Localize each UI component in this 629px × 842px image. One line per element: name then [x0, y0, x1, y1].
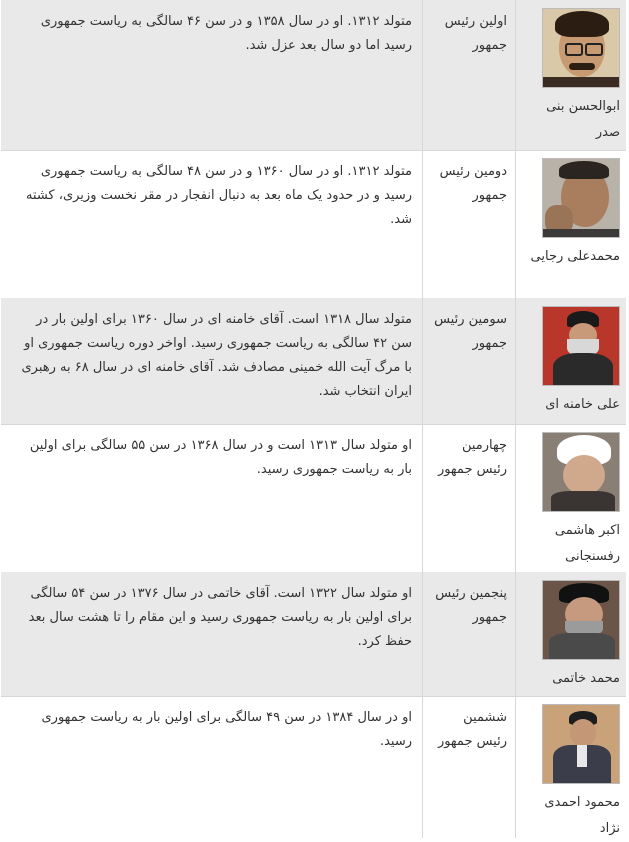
- person-cell: [515, 298, 626, 424]
- person-cell: [515, 150, 626, 298]
- portrait-banisadr-photo: [542, 8, 620, 88]
- person-name: محمدعلی رجایی: [530, 249, 620, 264]
- description-cell: متولد سال ۱۳۱۸ است. آقای خامنه ای در سال ۱۳۶۰ برای اولین بار در سن ۴۲ سالگی به ریاست جمهوری رسید. اواخر دوره ریاست جمهوری او با مرگ آیت الله خمینی مصادف شد. آقای خامنه ای در سال ۶۸ به رهبری ایران انتخاب شد.: [21, 312, 412, 399]
- portrait-rafsanjani-photo: [542, 432, 620, 512]
- title-cell: چهارمین رئیس جمهور: [422, 424, 515, 572]
- portrait-khatami-photo: [542, 580, 620, 660]
- person-name: علی خامنه ای: [545, 397, 620, 412]
- description-cell: او متولد سال ۱۳۲۲ است. آقای خاتمی در سال ۱۳۷۶ در سن ۵۴ سالگی برای اولین بار به ریاست جمهوری رسید و این مقام را تا هشت سال بعد حفظ کرد.: [28, 586, 412, 649]
- person-cell: [515, 0, 626, 150]
- person-cell: [515, 696, 626, 838]
- title-cell: سومین رئیس جمهور: [422, 298, 515, 424]
- person-cell: [515, 424, 626, 572]
- portrait-khamenei-photo: [542, 306, 620, 386]
- person-name: ابوالحسن بنی صدر: [546, 99, 620, 140]
- portrait-rajai-photo: [542, 158, 620, 238]
- table-row: [1, 424, 626, 573]
- person-cell: [515, 572, 626, 696]
- person-name: اکبر هاشمی رفسنجانی: [554, 523, 620, 564]
- portrait-ahmadinejad-photo: [542, 704, 620, 784]
- title-cell: پنجمین رئیس جمهور: [422, 572, 515, 696]
- description-cell: متولد ۱۳۱۲. او در سال ۱۳۵۸ و در سن ۴۶ سالگی به ریاست جمهوری رسید اما دو سال بعد عزل شد.: [40, 14, 412, 53]
- description-cell: او متولد سال ۱۳۱۳ است و در سال ۱۳۶۸ در سن ۵۵ سالگی برای اولین بار به ریاست جمهوری رسید.: [29, 438, 412, 477]
- person-name: محمد خاتمی: [552, 671, 620, 686]
- table-row: [1, 0, 626, 151]
- table-row: [1, 572, 626, 697]
- description-cell: متولد ۱۳۱۲. او در سال ۱۳۶۰ و در سن ۴۸ سالگی به ریاست جمهوری رسید و در حدود یک ماه بعد به دنبال انفجار در مقر نخست وزیری، کشته شد.: [25, 164, 412, 227]
- title-cell: ششمین رئیس جمهور: [422, 696, 515, 838]
- table-row: [1, 150, 626, 299]
- person-name: محمود احمدی نژاد: [544, 795, 620, 836]
- description-cell: او در سال ۱۳۸۴ در سن ۴۹ سالگی برای اولین بار به ریاست جمهوری رسید.: [41, 710, 412, 749]
- table-row: [1, 696, 626, 838]
- title-cell: اولین رئیس جمهور: [422, 0, 515, 150]
- title-cell: دومین رئیس جمهور: [422, 150, 515, 298]
- table-row: [1, 298, 626, 425]
